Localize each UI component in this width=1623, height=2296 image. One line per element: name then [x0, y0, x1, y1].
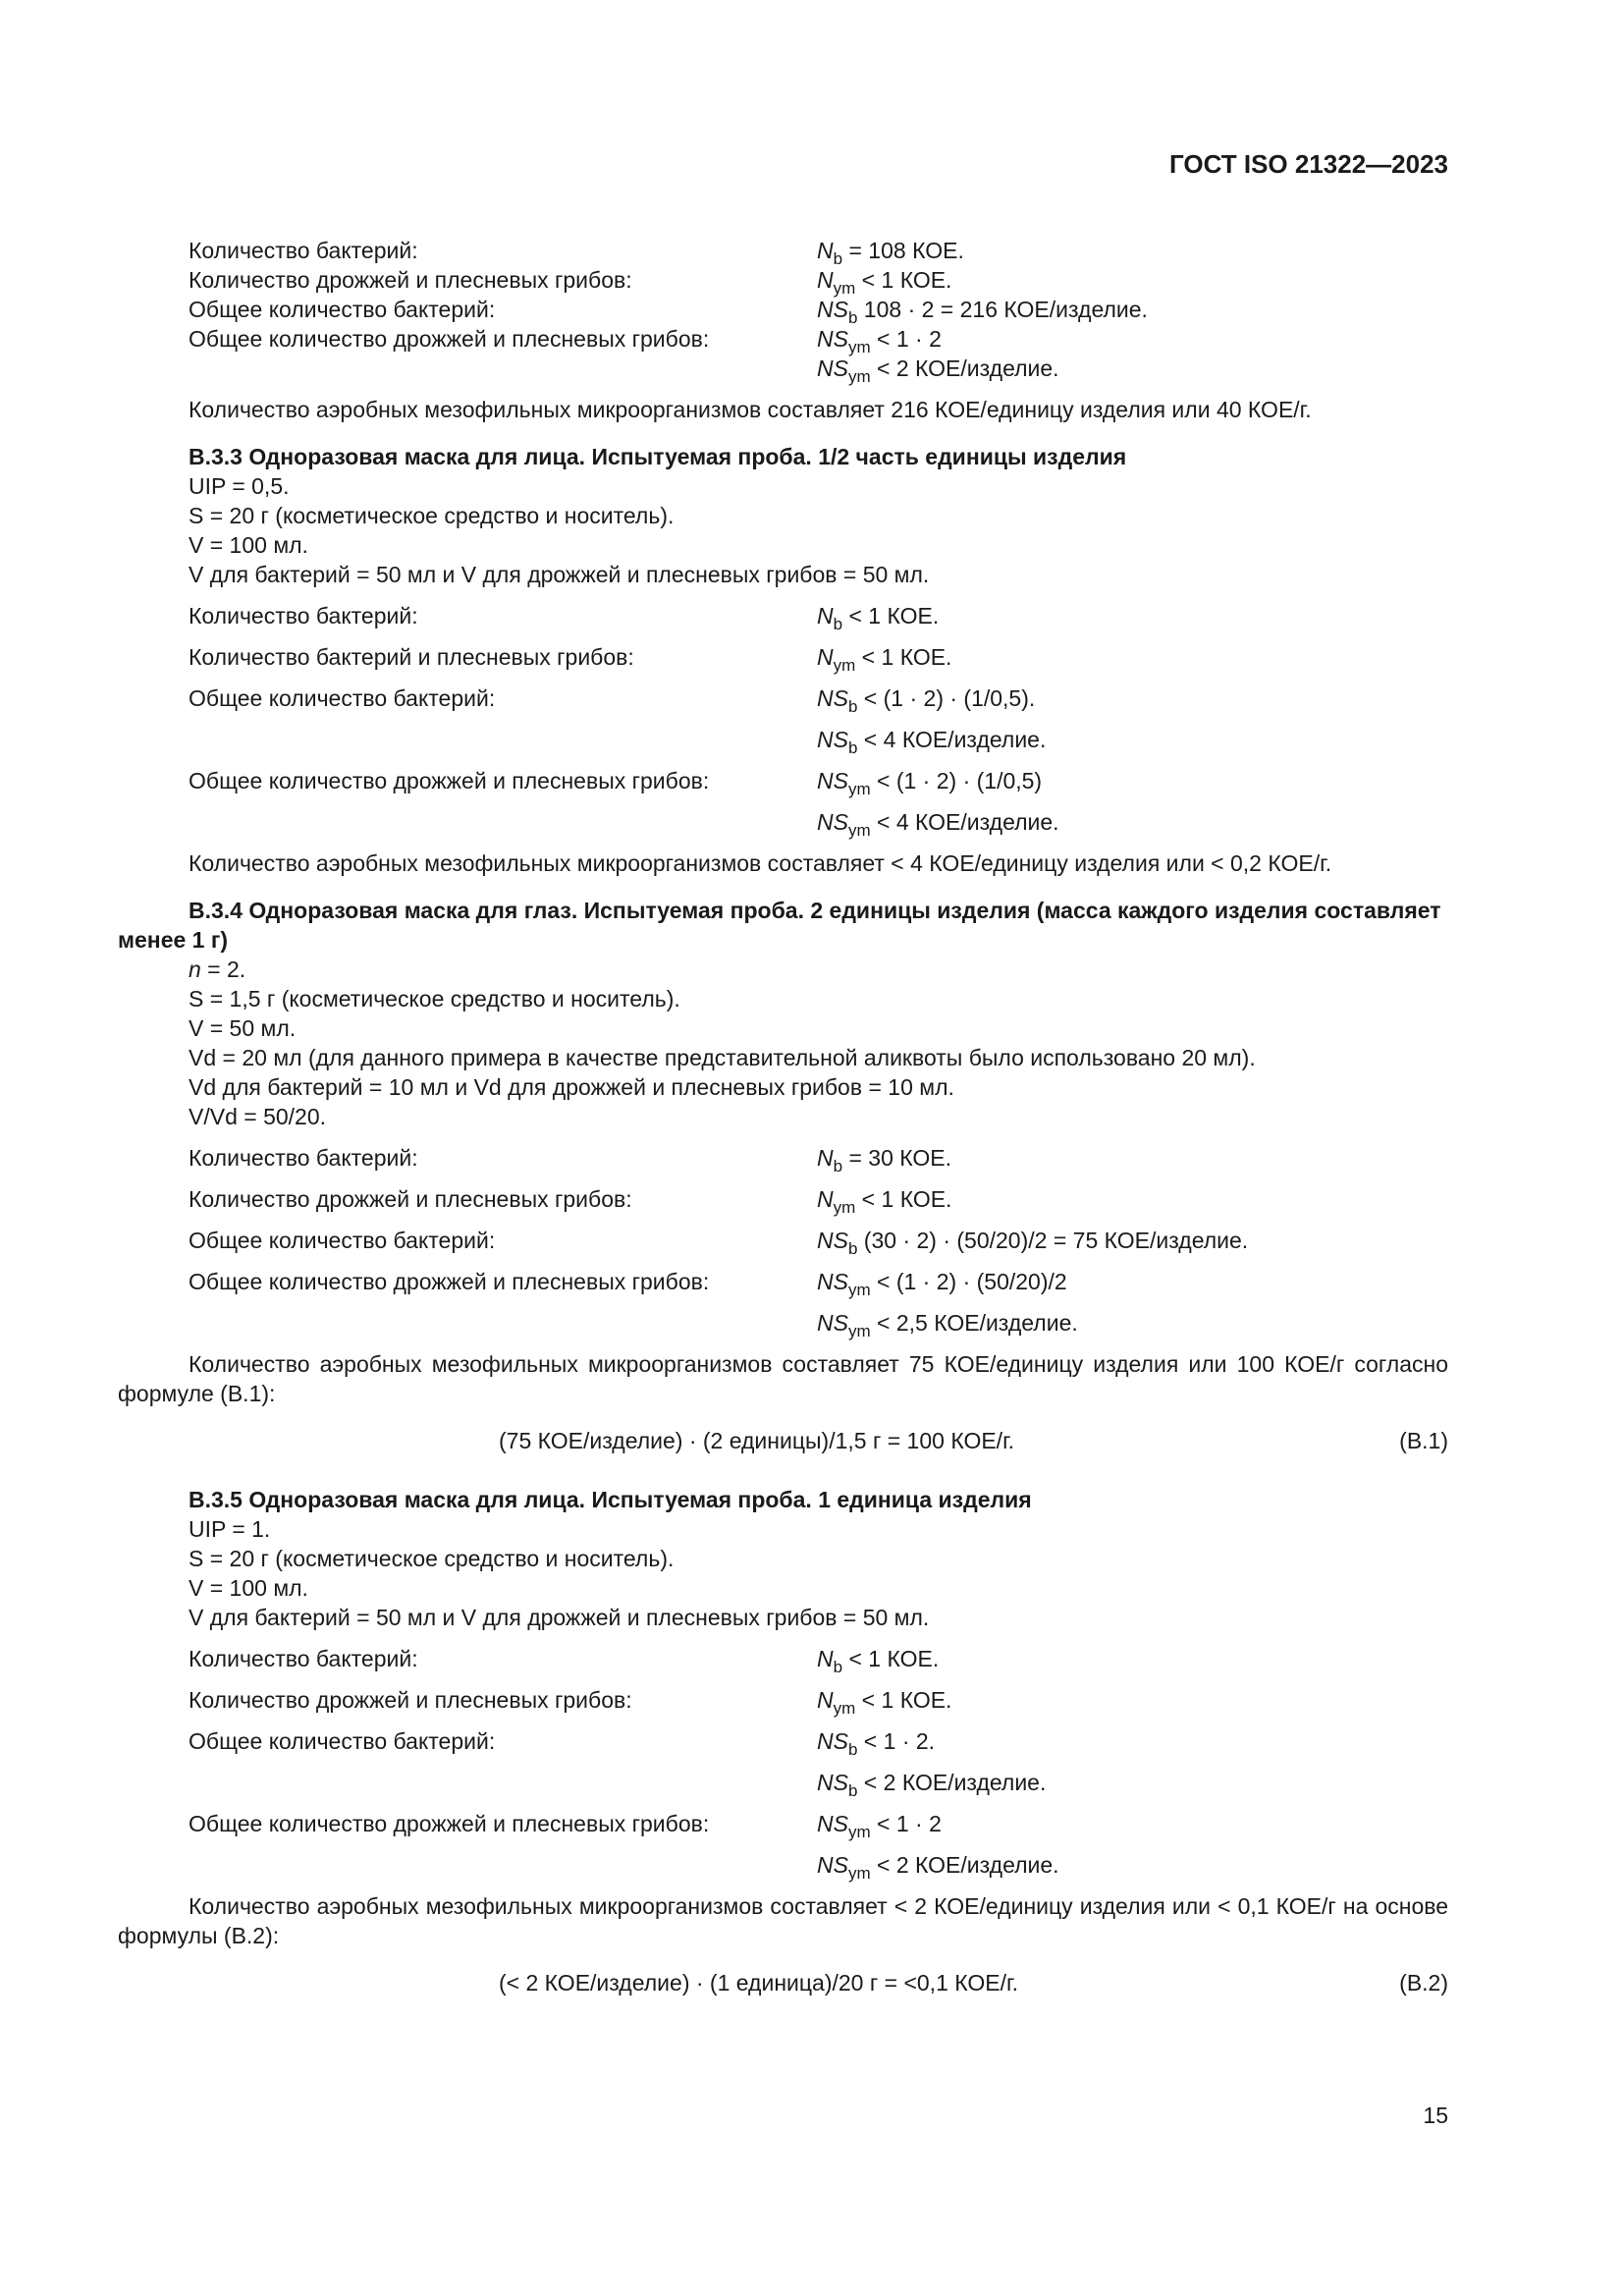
formula-number: (В.2) [1399, 1970, 1448, 1995]
row-value: $NS_b < (1 \cdot 2) \cdot (1/0,5)$. [817, 685, 1036, 716]
count-table [118, 601, 1448, 848]
row-value: $NS_{ym} < 2$ КОЕ/изделие. [817, 1852, 1059, 1883]
row-value: $NS_{ym} < 1 \cdot 2$ [817, 1811, 942, 1841]
row-label: Общее количество дрожжей и плесневых грибов: [189, 326, 710, 352]
param-line: V/Vd = 50/20. [189, 1104, 327, 1129]
row-label: Количество дрожжей и плесневых грибов: [189, 267, 632, 293]
row-label: Количество бактерий и плесневых грибов: [189, 644, 634, 670]
row-value: $NS_b$ (30 · 2) · (50/20)/2 = 75 КОЕ/изделие. [817, 1228, 1249, 1258]
row-label: Общее количество дрожжей и плесневых грибов: [189, 1269, 710, 1294]
row-value: $NS_{ym} < 1 \cdot 2$ [817, 326, 942, 356]
page-number: 15 [1423, 2103, 1448, 2128]
formula-expression: (< 2 КОЕ/изделие) · (1 единица)/20 г = <0,1 КОЕ/г. [499, 1970, 1018, 1995]
param-line: S = 20 г (косметическое средство и носитель). [189, 1546, 675, 1571]
section-heading: В.3.4 Одноразовая маска для глаз. Испытуемая проба. 2 единицы изделия (масса каждого изделия составляет менее 1 г) [118, 898, 1441, 953]
param-line: UIP = 0,5. [189, 473, 290, 499]
param-line: UIP = 1. [189, 1516, 271, 1542]
count-row [118, 1809, 1448, 1850]
row-value: $N_b < 1$ КОЕ. [817, 603, 940, 633]
document-code: ГОСТ ISO 21322—2023 [1168, 149, 1448, 179]
row-value: $NS_b$ 108 · 2 = 216 КОЕ/изделие. [817, 297, 1148, 327]
count-table [118, 1644, 1448, 1891]
row-label: Количество бактерий: [189, 603, 418, 629]
row-label: Количество бактерий: [189, 1145, 418, 1171]
count-row [118, 1184, 1448, 1226]
count-row [118, 766, 1448, 807]
count-table [118, 236, 1448, 386]
count-row [118, 354, 1448, 386]
count-row [118, 1726, 1448, 1768]
formula-b1 [118, 1426, 1448, 1455]
row-value: $NS_{ym} < (1 \cdot 2) \cdot (1/0,5)$ [817, 768, 1043, 798]
param-line: Vd для бактерий = 10 мл и Vd для дрожжей и плесневых грибов = 10 мл. [189, 1074, 954, 1100]
count-row [118, 265, 1448, 298]
count-row [118, 642, 1448, 683]
count-row [118, 295, 1448, 327]
row-label: Общее количество дрожжей и плесневых грибов: [189, 1811, 710, 1836]
row-value: $N_{ym} < 1$ КОЕ. [817, 644, 952, 675]
row-value: $N_b < 1$ КОЕ. [817, 1646, 940, 1676]
row-value: $N_{ym} < 1$ КОЕ. [817, 267, 952, 298]
row-value: $N_b = 108$ КОЕ. [817, 238, 964, 268]
row-value: $NS_b < 2$ КОЕ/изделие. [817, 1770, 1047, 1800]
count-row [118, 1226, 1448, 1267]
row-label: Общее количество бактерий: [189, 685, 496, 711]
count-row [118, 1850, 1448, 1891]
row-label: Количество дрожжей и плесневых грибов: [189, 1687, 632, 1713]
param-line: V = 100 мл. [189, 1575, 308, 1601]
row-value: $NS_b < 4$ КОЕ/изделие. [817, 727, 1047, 757]
formula-number: (В.1) [1399, 1428, 1448, 1453]
count-row [118, 324, 1448, 354]
count-row [118, 1308, 1448, 1349]
row-value: $NS_{ym} < 2$ КОЕ/изделие. [817, 355, 1059, 386]
row-label: Общее количество бактерий: [189, 1728, 496, 1754]
row-label: Общее количество бактерий: [189, 297, 496, 322]
row-label: Общее количество дрожжей и плесневых грибов: [189, 768, 710, 793]
formula-expression: (75 КОЕ/изделие) · (2 единицы)/1,5 г = 100 КОЕ/г. [499, 1428, 1015, 1453]
row-label: Количество бактерий: [189, 1646, 418, 1671]
param-line: V для бактерий = 50 мл и V для дрожжей и плесневых грибов = 50 мл. [189, 562, 930, 587]
param-line: V для бактерий = 50 мл и V для дрожжей и плесневых грибов = 50 мл. [189, 1605, 930, 1630]
param-line: S = 20 г (косметическое средство и носитель). [189, 503, 675, 528]
row-label: Количество бактерий: [189, 238, 418, 263]
summary-paragraph: Количество аэробных мезофильных микроорганизмов составляет < 4 КОЕ/единицу изделия или < 0,2 КОЕ/г. [189, 850, 1332, 876]
row-value: $N_{ym} < 1$ КОЕ. [817, 1687, 952, 1718]
count-row [118, 1685, 1448, 1726]
param-line: Vd = 20 мл (для данного примера в качестве представительной аликвоты было использовано 20 мл). [189, 1045, 1256, 1070]
row-value: $NS_{ym} < (1 \cdot 2) \cdot (50/20)/2$ [817, 1269, 1067, 1299]
count-row [118, 725, 1448, 766]
param-line: S = 1,5 г (косметическое средство и носитель). [189, 986, 680, 1011]
count-row [118, 683, 1448, 725]
row-value: $N_b = 30$ КОЕ. [817, 1145, 952, 1175]
count-row [118, 1644, 1448, 1685]
page-body [118, 236, 1448, 1997]
row-value: $N_{ym} < 1$ КОЕ. [817, 1186, 952, 1217]
count-row [118, 1267, 1448, 1308]
count-row [118, 236, 1448, 268]
count-row [118, 807, 1448, 848]
summary-paragraph: Количество аэробных мезофильных микроорганизмов составляет < 2 КОЕ/единицу изделия или < 0,1 КОЕ/г на основе формулы (В.2): [118, 1893, 1448, 1948]
row-value: $NS_{ym} < 4$ КОЕ/изделие. [817, 809, 1059, 840]
row-label: Общее количество бактерий: [189, 1228, 496, 1253]
row-label: Количество дрожжей и плесневых грибов: [189, 1186, 632, 1212]
formula-b2 [118, 1968, 1448, 1997]
row-value: $NS_b < 1 \cdot 2$. [817, 1728, 936, 1759]
param-line: n = 2. [189, 957, 246, 982]
summary-paragraph: Количество аэробных мезофильных микроорганизмов составляет 216 КОЕ/единицу изделия или 40 КОЕ/г. [189, 397, 1312, 422]
summary-paragraph: Количество аэробных мезофильных микроорганизмов составляет 75 КОЕ/единицу изделия или 100 КОЕ/г согласно формуле (В.1): [118, 1351, 1448, 1406]
count-row [118, 1143, 1448, 1184]
row-value: $NS_{ym} < 2,5$ КОЕ/изделие. [817, 1310, 1078, 1340]
param-line: V = 100 мл. [189, 532, 308, 558]
row-label [118, 354, 817, 383]
count-table [118, 1143, 1448, 1349]
count-row [118, 601, 1448, 642]
section-heading: В.3.3 Одноразовая маска для лица. Испытуемая проба. 1/2 часть единицы изделия [189, 444, 1127, 469]
section-heading: В.3.5 Одноразовая маска для лица. Испытуемая проба. 1 единица изделия [189, 1487, 1032, 1512]
param-line: V = 50 мл. [189, 1015, 297, 1041]
count-row [118, 1768, 1448, 1809]
